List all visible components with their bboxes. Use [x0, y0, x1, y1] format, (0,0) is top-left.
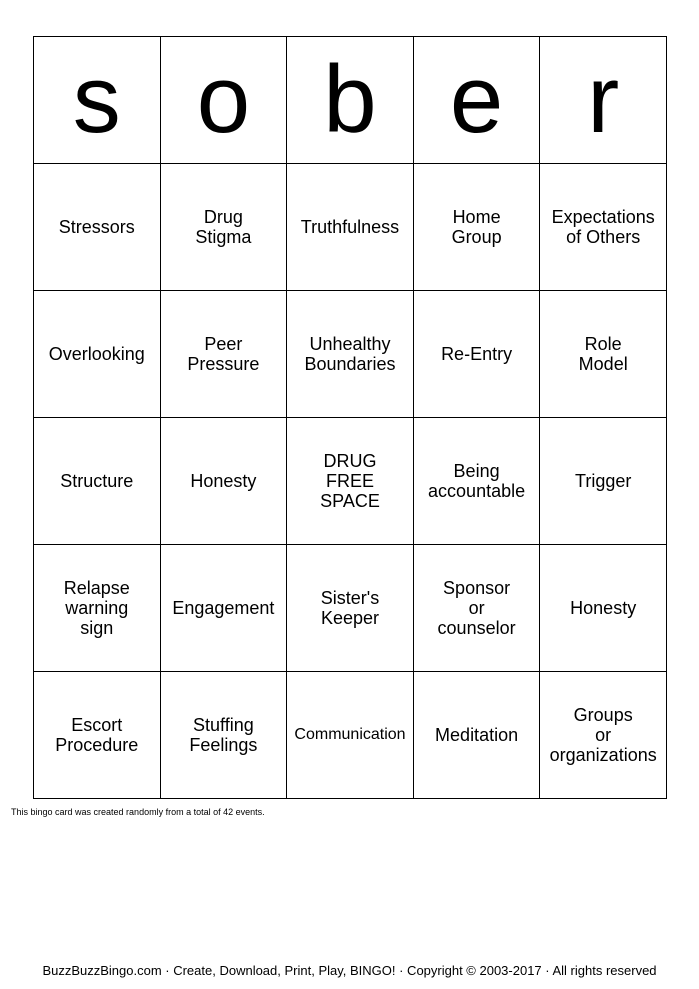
header-letter-r: r: [540, 37, 667, 164]
header-letter-s: s: [34, 37, 161, 164]
card-cell: Re-Entry: [413, 291, 540, 418]
card-cell: Stressors: [34, 164, 161, 291]
card-cell: Being accountable: [413, 418, 540, 545]
card-cell: Sponsor or counselor: [413, 545, 540, 672]
free-space-cell: DRUG FREE SPACE: [287, 418, 414, 545]
card-note: This bingo card was created randomly from a total of 42 events.: [11, 807, 265, 817]
header-row: [34, 37, 667, 164]
header-letter-o: o: [160, 37, 287, 164]
card-cell: Relapse warning sign: [34, 545, 161, 672]
bingo-card: [33, 36, 667, 799]
card-cell: Truthfulness: [287, 164, 414, 291]
card-cell: Structure: [34, 418, 161, 545]
card-cell: Honesty: [160, 418, 287, 545]
card-cell: Peer Pressure: [160, 291, 287, 418]
card-row: [34, 672, 667, 799]
card-cell: Overlooking: [34, 291, 161, 418]
card-cell: Honesty: [540, 545, 667, 672]
card-cell: Sister's Keeper: [287, 545, 414, 672]
card-cell: Expectations of Others: [540, 164, 667, 291]
card-cell: Drug Stigma: [160, 164, 287, 291]
card-cell: Home Group: [413, 164, 540, 291]
card-row: [34, 164, 667, 291]
card-cell: Groups or organizations: [540, 672, 667, 799]
card-row: [34, 291, 667, 418]
card-cell: Role Model: [540, 291, 667, 418]
header-letter-b: b: [287, 37, 414, 164]
card-cell: Stuffing Feelings: [160, 672, 287, 799]
card-row: [34, 418, 667, 545]
card-cell: Meditation: [413, 672, 540, 799]
card-cell: Engagement: [160, 545, 287, 672]
header-letter-e: e: [413, 37, 540, 164]
card-cell: Escort Procedure: [34, 672, 161, 799]
footer-copyright: BuzzBuzzBingo.com · Create, Download, Print, Play, BINGO! · Copyright © 2003-2017 · All rights reserved: [42, 963, 657, 978]
card-cell: Communication: [287, 672, 414, 799]
card-cell: Unhealthy Boundaries: [287, 291, 414, 418]
card-cell: Trigger: [540, 418, 667, 545]
card-row: [34, 545, 667, 672]
